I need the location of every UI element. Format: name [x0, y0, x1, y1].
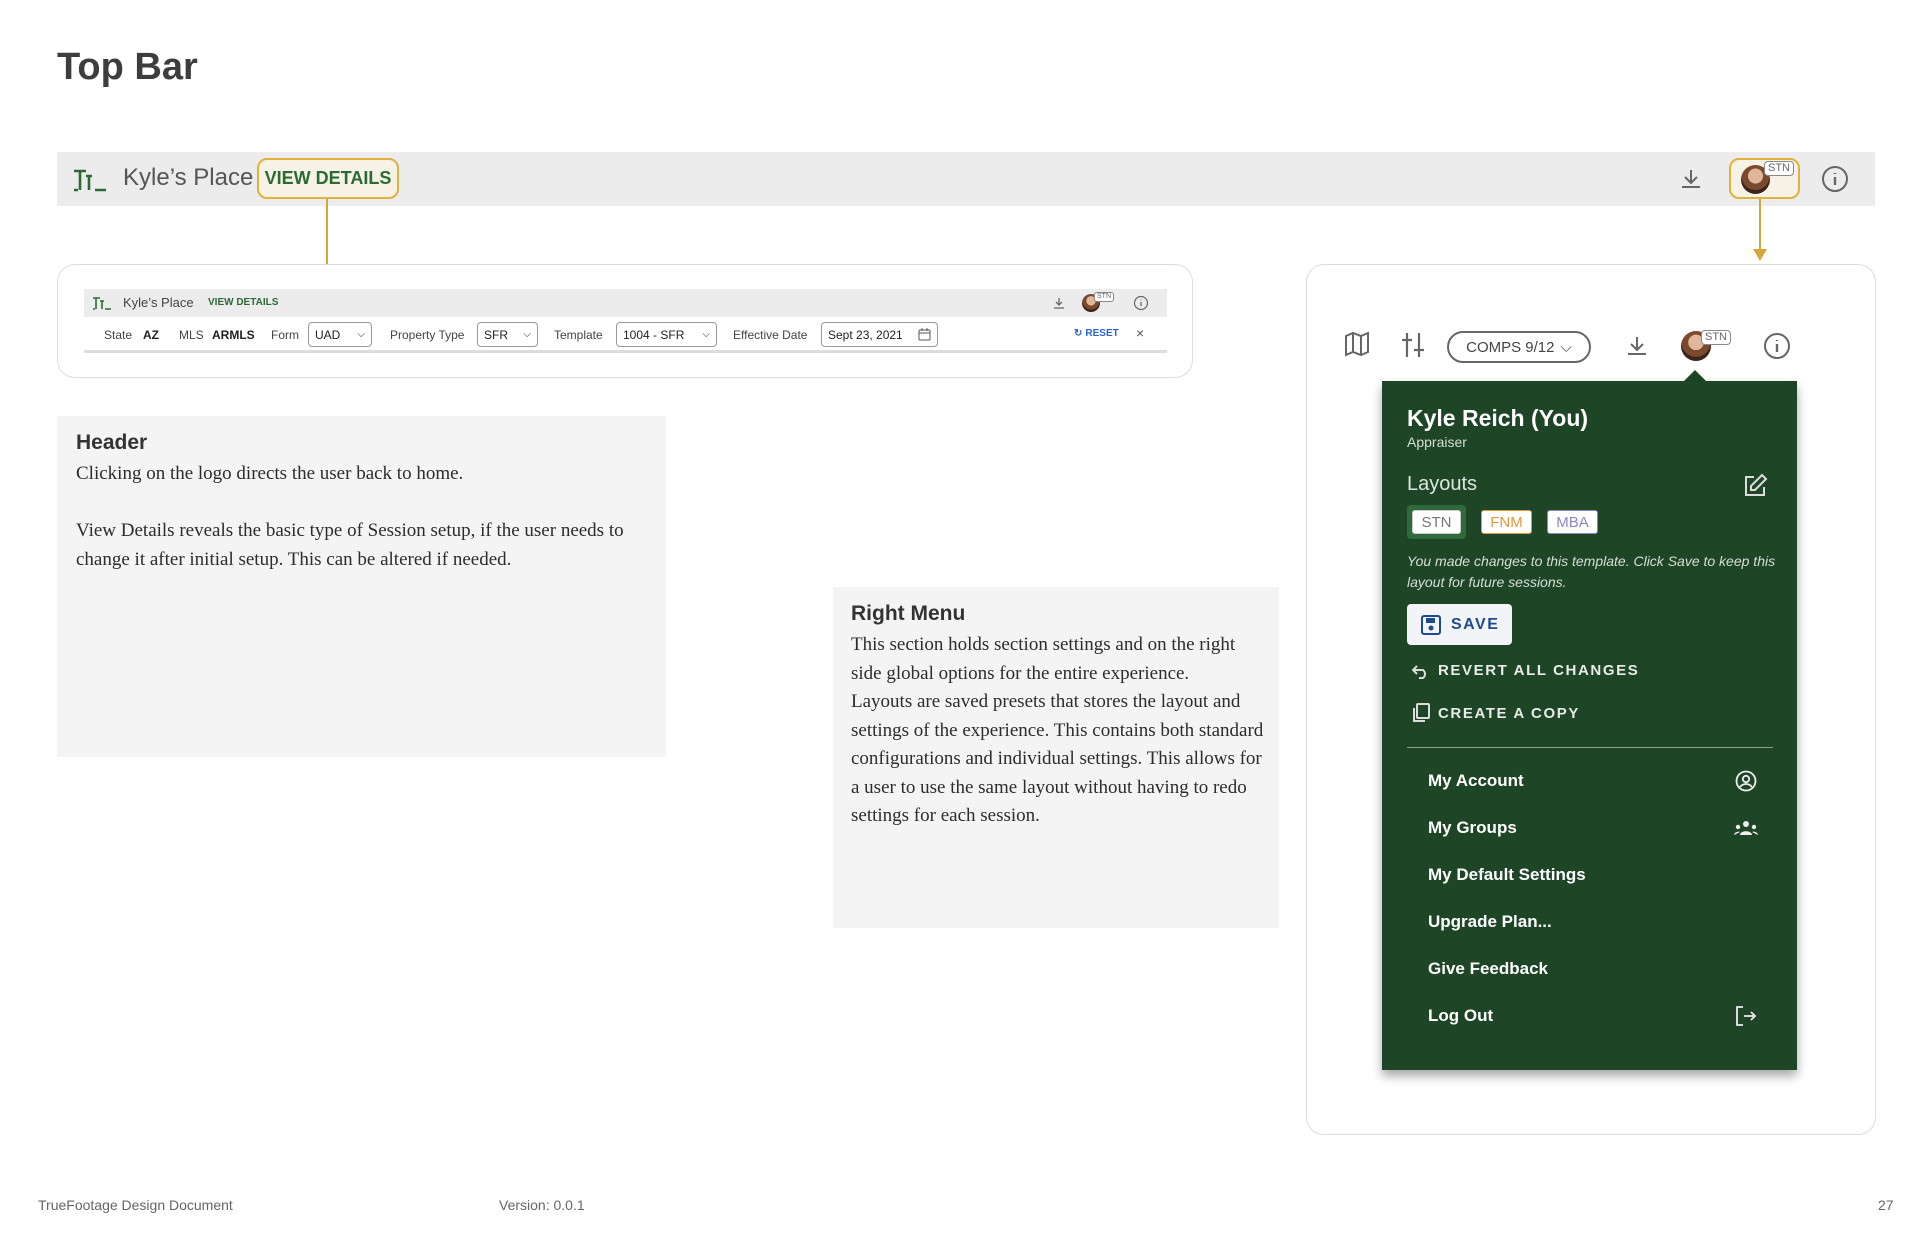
revert-label: REVERT ALL CHANGES [1438, 661, 1640, 679]
adjustments-icon[interactable] [1400, 331, 1426, 359]
effective-date-value: Sept 23, 2021 [828, 327, 903, 342]
mini-top-bar [84, 289, 1167, 317]
property-title: Kyle’s Place [123, 295, 194, 310]
copy-label: CREATE A COPY [1438, 704, 1580, 722]
layout-tag-fnm[interactable]: FNM [1481, 510, 1532, 534]
right-menu-description [833, 587, 1279, 928]
state-value: AZ [143, 328, 159, 342]
effective-date-label: Effective Date [733, 328, 808, 342]
chevron-down-icon: ⌵ [357, 329, 365, 340]
divider [1407, 747, 1773, 748]
layout-tag-mba[interactable]: MBA [1547, 510, 1598, 534]
mls-value: ARMLS [212, 328, 255, 342]
logout-icon [1735, 1005, 1757, 1027]
menu-item-label: Upgrade Plan... [1428, 912, 1552, 931]
menu-item-my-account[interactable] [1407, 761, 1773, 799]
menu-item-label: Give Feedback [1428, 959, 1549, 978]
page-title: Top Bar [57, 46, 198, 88]
form-value: UAD [315, 327, 341, 342]
download-icon[interactable] [1679, 167, 1703, 191]
unsaved-notice: You made changes to this template. Click Save to keep this layout for future sessions. [1407, 553, 1776, 590]
revert-all-changes-button[interactable] [1412, 661, 1639, 679]
create-copy-button[interactable] [1412, 703, 1580, 723]
close-icon[interactable]: × [1136, 325, 1145, 341]
layout-tag-selected[interactable] [1407, 505, 1466, 539]
layout-tag-stn: STN [1412, 510, 1461, 534]
layout-badge: STN [1764, 161, 1794, 176]
arrow-head [1753, 249, 1767, 261]
example-card [57, 264, 1193, 378]
property-type-value: SFR [484, 327, 508, 342]
user-name: Kyle Reich (You) [1407, 405, 1589, 431]
session-setup-bar [84, 317, 1167, 353]
save-button[interactable] [1407, 604, 1512, 645]
account-menu-list [1407, 761, 1773, 1041]
refresh-icon: ↻ [1074, 328, 1083, 339]
reset-label: RESET [1085, 328, 1119, 339]
template-value: 1004 - SFR [623, 327, 685, 342]
property-title: Kyle’s Place [123, 164, 254, 191]
property-type-select[interactable] [477, 322, 538, 347]
menu-item-give-feedback[interactable] [1407, 949, 1773, 987]
right-menu-body: This section holds section settings and on the right side global options for the entire experience. Layouts are saved presets that stores the layout and settings of the experience. This contains both standard configurations and individual settings. This allows for a user to use the same layout without having to redo settings for each session. [851, 634, 1264, 826]
chevron-down-icon: ⌵ [702, 329, 710, 340]
reset-button[interactable] [1074, 328, 1119, 339]
undo-icon [1412, 661, 1430, 679]
effective-date-input[interactable] [821, 322, 938, 347]
menu-item-label: My Groups [1428, 818, 1517, 837]
download-icon[interactable] [1052, 296, 1066, 310]
user-role: Appraiser [1407, 434, 1467, 450]
logo-icon[interactable] [73, 168, 107, 192]
header-description [57, 416, 666, 757]
info-icon[interactable] [1133, 295, 1149, 311]
menu-item-my-default-settings[interactable] [1407, 855, 1773, 893]
save-icon [1421, 615, 1441, 635]
comps-label: COMPS 9/12 [1466, 338, 1555, 356]
info-icon[interactable] [1821, 165, 1849, 193]
top-bar [57, 152, 1875, 206]
logo-icon[interactable] [92, 296, 112, 310]
map-icon[interactable] [1343, 331, 1371, 357]
header-heading: Header [76, 431, 148, 454]
footer-version: Version: 0.0.1 [499, 1197, 585, 1213]
arrow-line [1759, 199, 1761, 249]
account-dropdown [1382, 381, 1797, 1070]
template-select[interactable] [616, 322, 717, 347]
footer-doc-title: TrueFootage Design Document [38, 1197, 233, 1213]
save-label: SAVE [1451, 615, 1500, 633]
form-label: Form [271, 328, 299, 342]
menu-item-label: My Default Settings [1428, 865, 1586, 884]
copy-icon [1412, 703, 1430, 723]
property-type-label: Property Type [390, 328, 465, 342]
calendar-icon [918, 328, 931, 341]
footer-page-number: 27 [1878, 1197, 1894, 1213]
account-circle-icon [1735, 770, 1757, 792]
download-icon[interactable] [1625, 334, 1649, 358]
state-label: State [104, 328, 133, 342]
template-label: Template [554, 328, 603, 342]
menu-item-upgrade-plan[interactable] [1407, 902, 1773, 940]
menu-item-label: My Account [1428, 771, 1524, 790]
mls-label: MLS [179, 328, 204, 342]
menu-item-my-groups[interactable] [1407, 808, 1773, 846]
right-menu-heading: Right Menu [851, 602, 966, 625]
layouts-label: Layouts [1407, 473, 1478, 495]
menu-item-log-out[interactable] [1407, 996, 1773, 1034]
groups-icon [1734, 820, 1758, 836]
layout-badge: STN [1094, 292, 1114, 302]
view-details-button[interactable]: VIEW DETAILS [208, 297, 279, 308]
view-details-button[interactable]: VIEW DETAILS [257, 158, 399, 199]
edit-icon[interactable] [1742, 473, 1768, 499]
form-select[interactable] [308, 322, 372, 347]
layout-badge: STN [1701, 330, 1731, 345]
chevron-down-icon: ⌵ [1560, 338, 1572, 356]
info-icon[interactable] [1763, 332, 1791, 360]
comps-dropdown[interactable] [1447, 331, 1591, 363]
menu-item-label: Log Out [1428, 1006, 1494, 1025]
profile-button[interactable] [1729, 158, 1800, 199]
chevron-down-icon: ⌵ [523, 329, 531, 340]
header-body: Clicking on the logo directs the user back to home. View Details reveals the basic type of Session setup, if the user needs to change it after initial setup. This can be altered if needed. [76, 463, 624, 570]
